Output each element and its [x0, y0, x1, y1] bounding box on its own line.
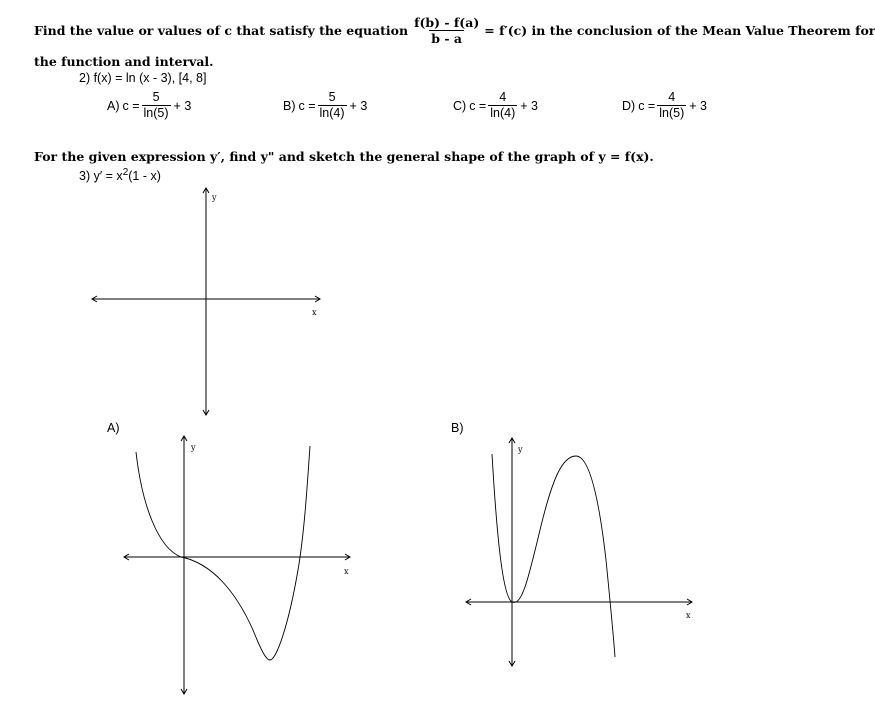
sketch-y-arrow-bottom — [203, 410, 209, 415]
option-label: A) — [107, 98, 120, 113]
sketch-x-arrow-left — [92, 296, 97, 302]
option-denominator: ln(4) — [319, 106, 345, 121]
graph-a-y-arrow-top — [181, 436, 187, 441]
option-fraction — [488, 91, 517, 120]
option-prefix: c = — [638, 98, 656, 113]
option-fraction — [657, 91, 686, 120]
q2-instruction: For the given expression y′, find y" and sketch the general shape of the graph of y = f(x). — [34, 149, 654, 164]
option-prefix: c = — [469, 98, 487, 113]
q1-option-d[interactable] — [622, 91, 707, 120]
graph-b-y-label: y — [518, 445, 523, 454]
option-fraction — [318, 91, 347, 120]
option-label: B) — [283, 98, 296, 113]
q2-problem-exponent: 2 — [122, 167, 129, 178]
graph-a-y-arrow-bottom — [181, 689, 187, 694]
option-suffix: + 3 — [349, 98, 368, 113]
sketch-x-label: x — [312, 308, 317, 317]
option-suffix: + 3 — [520, 98, 538, 113]
graph-b-x-label: x — [686, 611, 691, 620]
option-suffix: + 3 — [689, 98, 707, 113]
q2-option-a-label[interactable]: A) — [107, 421, 120, 435]
option-prefix: c = — [122, 98, 140, 113]
graph-a-x-label: x — [344, 567, 349, 576]
option-label: C) — [453, 98, 467, 113]
q1-instruction-line2: the function and interval. — [34, 54, 214, 69]
q1-option-c[interactable] — [453, 91, 538, 120]
q2-option-b-label[interactable]: B) — [451, 421, 464, 435]
sketch-y-label: y — [212, 193, 217, 202]
q2-problem-suffix: (1 - x) — [128, 169, 161, 184]
option-fraction — [142, 91, 171, 120]
option-denominator: ln(4) — [490, 106, 516, 121]
option-denominator: ln(5) — [659, 106, 685, 121]
q1-option-a[interactable] — [107, 91, 191, 120]
option-prefix: c = — [298, 98, 316, 113]
graph-b-y-arrow-top — [509, 438, 515, 443]
q1-instruction-part2: = f′(c) in the conclusion of the Mean Value Theorem for — [484, 23, 875, 39]
option-suffix: + 3 — [173, 98, 192, 113]
graph-a-x-arrow-left — [124, 554, 129, 560]
sketch-x-arrow-right — [315, 296, 320, 302]
mvt-fraction-numerator: f(b) - f(a) — [414, 15, 480, 30]
graph-b-x-arrow-right — [687, 599, 692, 605]
graph-b-y-arrow-bottom — [509, 661, 515, 666]
graph-a-x-arrow-right — [345, 554, 350, 560]
q1-option-b[interactable] — [283, 91, 367, 120]
option-numerator: 5 — [328, 90, 336, 104]
mvt-fraction — [412, 16, 481, 45]
q2-problem — [79, 167, 161, 183]
graph-a-curve — [136, 446, 310, 660]
q1-problem: 2) f(x) = ln (x - 3), [4, 8] — [79, 71, 207, 85]
option-numerator: 4 — [499, 90, 507, 104]
option-numerator: 4 — [668, 90, 676, 104]
option-denominator: ln(5) — [143, 106, 169, 121]
q1-instruction-part1: Find the value or values of c that satisfy the equation — [34, 23, 409, 39]
mvt-fraction-denominator: b - a — [431, 31, 463, 47]
q2-problem-prefix: 3) y′ = x — [79, 169, 123, 184]
graph-b-x-arrow-left — [466, 599, 471, 605]
q1-instruction-line1 — [34, 16, 875, 45]
option-label: D) — [622, 98, 636, 113]
graph-b-curve — [492, 454, 615, 657]
graph-a-y-label: y — [191, 443, 196, 452]
option-numerator: 5 — [152, 90, 160, 104]
sketch-y-arrow-top — [203, 188, 209, 193]
